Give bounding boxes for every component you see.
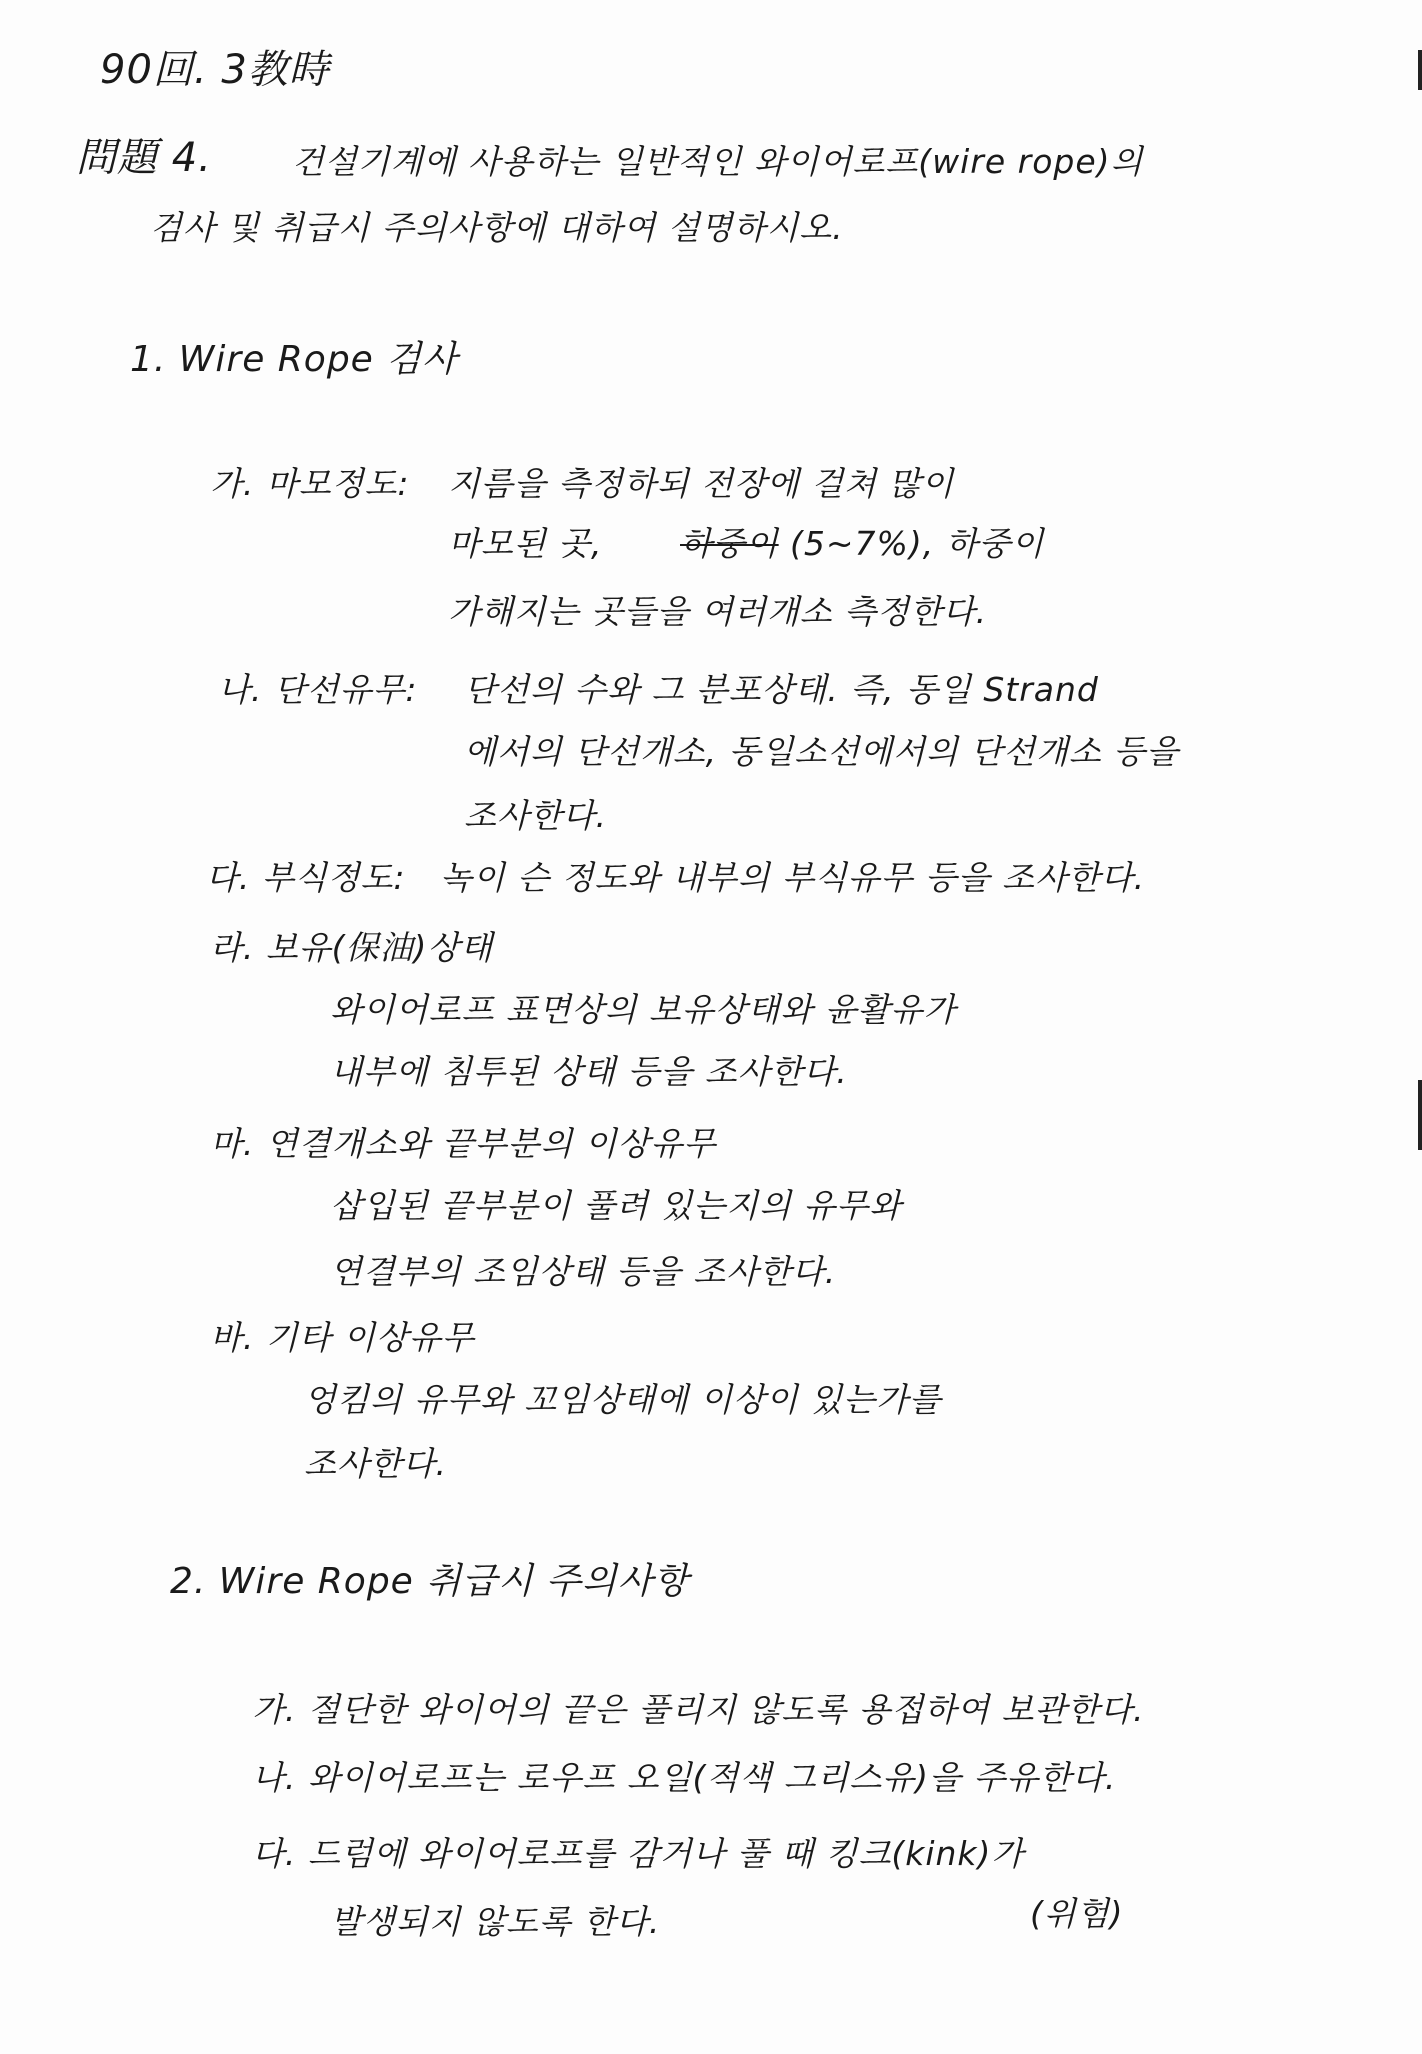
item-1a-label: 가. 마모정도: bbox=[210, 464, 410, 503]
item-1a-line-2: 마모된 곳, bbox=[448, 524, 603, 563]
item-1f-label: 바. 기타 이상유무 bbox=[210, 1318, 475, 1357]
scan-edge-mark-middle bbox=[1418, 1080, 1422, 1150]
item-1d-label: 라. 보유(保油)상태 bbox=[210, 928, 494, 967]
item-1a-struck-word: 하중이 bbox=[680, 524, 779, 563]
item-1d-line-2: 내부에 침투된 상태 등을 조사한다. bbox=[330, 1052, 848, 1091]
item-1b-line-1: 단선의 수와 그 분포상태. 즉, 동일 Strand bbox=[464, 670, 1099, 709]
item-1b-line-3: 조사한다. bbox=[464, 796, 608, 835]
item-1f-line-1: 엉킴의 유무와 꼬임상태에 이상이 있는가를 bbox=[304, 1380, 942, 1419]
section-1-title: 1. Wire Rope 검사 bbox=[130, 339, 458, 380]
item-2a-line-1: 가. 절단한 와이어의 끝은 풀리지 않도록 용접하여 보관한다. bbox=[252, 1690, 1145, 1729]
item-1a-line-3: 가해지는 곳들을 여러개소 측정한다. bbox=[448, 592, 988, 631]
question-line-1: 건설기계에 사용하는 일반적인 와이어로프(wire rope)의 bbox=[292, 142, 1144, 181]
item-1e-label: 마. 연결개소와 끝부분의 이상유무 bbox=[210, 1124, 717, 1163]
section-2-title: 2. Wire Rope 취급시 주의사항 bbox=[170, 1561, 690, 1602]
item-1c-label: 다. 부식정도: bbox=[206, 858, 406, 897]
item-1b-label: 나. 단선유무: bbox=[218, 670, 418, 709]
item-2c-note: (위험) bbox=[1030, 1894, 1124, 1933]
item-1f-line-2: 조사한다. bbox=[304, 1444, 448, 1483]
item-1a-line-2-cont: (5~7%), 하중이 bbox=[790, 524, 1045, 563]
session-header: 90回. 3教時 bbox=[100, 47, 330, 93]
item-1e-line-2: 연결부의 조임상태 등을 조사한다. bbox=[330, 1252, 837, 1291]
item-2c-line-2: 발생되지 않도록 한다. bbox=[330, 1902, 661, 1941]
item-1c-line-1: 녹이 슨 정도와 내부의 부식유무 등을 조사한다. bbox=[440, 858, 1146, 897]
item-1b-line-2: 에서의 단선개소, 동일소선에서의 단선개소 등을 bbox=[464, 732, 1180, 771]
item-1d-line-1: 와이어로프 표면상의 보유상태와 윤활유가 bbox=[330, 990, 957, 1029]
item-1e-line-1: 삽입된 끝부분이 풀려 있는지의 유무와 bbox=[330, 1186, 903, 1225]
item-1a-line-1: 지름을 측정하되 전장에 걸쳐 많이 bbox=[448, 464, 955, 503]
question-line-2: 검사 및 취급시 주의사항에 대하여 설명하시오. bbox=[150, 208, 844, 247]
question-label: 問題 4. bbox=[76, 135, 212, 181]
item-2c-line-1: 다. 드럼에 와이어로프를 감거나 풀 때 킹크(kink)가 bbox=[252, 1834, 1025, 1873]
scan-edge-mark-top bbox=[1418, 50, 1422, 90]
item-2b-line-1: 나. 와이어로프는 로우프 오일(적색 그리스유)을 주유한다. bbox=[252, 1758, 1117, 1797]
